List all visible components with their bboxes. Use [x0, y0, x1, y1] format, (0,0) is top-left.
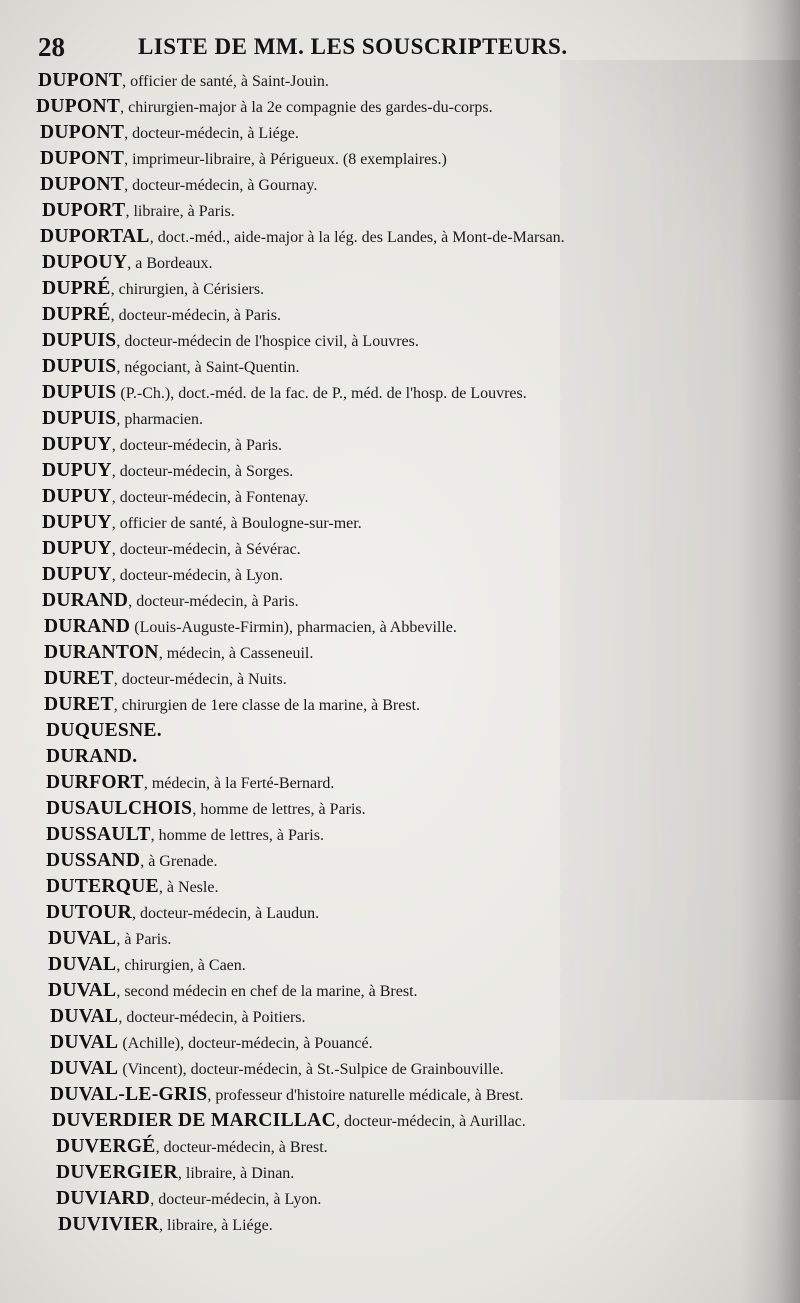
list-item [0, 458, 800, 484]
subscriber-description: , docteur-médecin, à Poitiers. [118, 1009, 306, 1026]
list-item [0, 432, 800, 458]
subscriber-name: DURET [44, 668, 114, 689]
list-item [0, 1082, 800, 1108]
subscriber-name: DURANTON [44, 642, 159, 663]
subscriber-description: (Vincent), docteur-médecin, à St.-Sulpice de Grainbouville. [118, 1061, 504, 1078]
list-item [0, 302, 800, 328]
subscriber-name: DUPUY [42, 460, 112, 481]
list-item [0, 406, 800, 432]
list-item [0, 68, 800, 94]
subscriber-name: DUSSAULT [46, 824, 151, 845]
subscriber-description: (P.-Ch.), doct.-méd. de la fac. de P., méd. de l'hosp. de Louvres. [116, 385, 527, 402]
subscriber-name: DUTOUR [46, 902, 132, 923]
subscriber-description: , négociant, à Saint-Quentin. [116, 359, 300, 376]
subscriber-description: , libraire, à Dinan. [177, 1165, 295, 1182]
subscriber-description: , libraire, à Liége. [159, 1217, 273, 1234]
list-item [0, 94, 800, 120]
subscriber-name: DUVAL-LE-GRIS [50, 1084, 208, 1105]
subscriber-description: , homme de lettres, à Paris. [150, 827, 324, 844]
subscriber-name: DURAND [44, 616, 131, 637]
subscriber-name: DUVERGIER [56, 1162, 178, 1183]
subscriber-description: , docteur-médecin, à Liége. [124, 125, 299, 142]
subscriber-name: DUVAL [48, 980, 117, 1001]
subscriber-name: DUPUIS [42, 408, 117, 429]
list-item [0, 952, 800, 978]
list-item [0, 562, 800, 588]
subscriber-name: DURFORT [46, 772, 144, 793]
list-item [0, 718, 800, 744]
subscriber-name: DUVERGÉ [56, 1136, 156, 1157]
subscriber-description: , a Bordeaux. [127, 255, 213, 272]
list-item [0, 796, 800, 822]
subscriber-name: DUPORT [42, 200, 126, 221]
subscriber-name: DUVERDIER DE MARCILLAC [52, 1110, 336, 1131]
subscriber-description: , officier de santé, à Boulogne-sur-mer. [111, 515, 362, 532]
subscriber-description: , docteur-médecin, à Laudun. [131, 905, 320, 922]
subscriber-description: , docteur-médecin, à Paris. [111, 437, 283, 454]
subscriber-description: , à Grenade. [140, 853, 218, 870]
subscriber-name: DUPOUY [42, 252, 128, 273]
subscriber-description: , docteur-médecin, à Sorges. [111, 463, 294, 480]
list-item [0, 328, 800, 354]
subscriber-name: DUPONT [38, 70, 123, 91]
list-item [0, 276, 800, 302]
page-header [38, 28, 618, 68]
list-item [0, 380, 800, 406]
subscriber-description: , chirurgien de 1ere classe de la marine, à Brest. [113, 697, 421, 714]
subscriber-name: DUPUIS [42, 356, 117, 377]
list-item [0, 1030, 800, 1056]
list-item [0, 224, 800, 250]
list-item [0, 900, 800, 926]
list-item [0, 978, 800, 1004]
subscriber-description: , à Paris. [116, 931, 172, 948]
subscriber-description: , pharmacien. [116, 411, 204, 428]
subscriber-name: DUPONT [40, 174, 125, 195]
list-item [0, 770, 800, 796]
subscriber-description: , médecin, à Casseneuil. [158, 645, 314, 662]
subscriber-list [0, 68, 800, 1278]
subscriber-description: , médecin, à la Ferté-Bernard. [143, 775, 335, 792]
subscriber-name: DUPUY [42, 486, 112, 507]
list-item [0, 614, 800, 640]
subscriber-name: DURAND. [46, 746, 138, 767]
list-item [0, 484, 800, 510]
subscriber-description: , à Nesle. [158, 879, 219, 896]
subscriber-description: , officier de santé, à Saint-Jouin. [122, 73, 329, 90]
list-item [0, 692, 800, 718]
subscriber-description: , second médecin en chef de la marine, à Brest. [116, 983, 418, 1000]
subscriber-name: DUPUY [42, 538, 112, 559]
list-item [0, 848, 800, 874]
subscriber-name: DUPRÉ [42, 278, 111, 299]
list-item [0, 1108, 800, 1134]
list-item [0, 1212, 800, 1238]
subscriber-name: DUVIARD [56, 1188, 151, 1209]
list-item [0, 1186, 800, 1212]
list-item [0, 172, 800, 198]
list-item [0, 640, 800, 666]
subscriber-name: DUQUESNE. [46, 720, 162, 741]
subscriber-description: , docteur-médecin, à Sévérac. [111, 541, 301, 558]
subscriber-description: , docteur-médecin, à Aurillac. [335, 1113, 526, 1130]
subscriber-name: DUVAL [50, 1006, 119, 1027]
subscriber-description: , doct.-méd., aide-major à la lég. des Landes, à Mont-de-Marsan. [149, 229, 565, 246]
subscriber-description: , chirurgien, à Cérisiers. [110, 281, 265, 298]
list-item [0, 1160, 800, 1186]
list-item [0, 666, 800, 692]
page-number: 28 [38, 32, 65, 62]
subscriber-name: DUVAL [50, 1032, 119, 1053]
list-item [0, 1134, 800, 1160]
subscriber-description: , docteur-médecin, à Fontenay. [111, 489, 309, 506]
subscriber-description: , libraire, à Paris. [125, 203, 235, 220]
list-item [0, 120, 800, 146]
subscriber-name: DUSSAND [46, 850, 141, 871]
list-item [0, 588, 800, 614]
subscriber-name: DUVAL [50, 1058, 119, 1079]
subscriber-name: DUPUIS [42, 330, 117, 351]
subscriber-description: , docteur-médecin, à Gournay. [124, 177, 318, 194]
subscriber-name: DUVIVIER [58, 1214, 159, 1235]
list-item [0, 1004, 800, 1030]
subscriber-name: DUSAULCHOIS [46, 798, 193, 819]
subscriber-name: DUTERQUE [46, 876, 159, 897]
list-item [0, 510, 800, 536]
subscriber-description: , docteur-médecin, à Nuits. [113, 671, 287, 688]
subscriber-description: (Louis-Auguste-Firmin), pharmacien, à Abbeville. [130, 619, 457, 636]
subscriber-description: , professeur d'histoire naturelle médicale, à Brest. [207, 1087, 524, 1104]
list-item [0, 354, 800, 380]
list-item [0, 874, 800, 900]
subscriber-name: DUPUY [42, 434, 112, 455]
subscriber-name: DUPONT [40, 122, 125, 143]
subscriber-description: , homme de lettres, à Paris. [192, 801, 366, 818]
subscriber-name: DUPONT [36, 96, 121, 117]
list-item [0, 536, 800, 562]
subscriber-description: , docteur-médecin, à Lyon. [111, 567, 283, 584]
subscriber-description: (Achille), docteur-médecin, à Pouancé. [118, 1035, 373, 1052]
subscriber-description: , chirurgien, à Caen. [116, 957, 246, 974]
subscriber-description: , docteur-médecin, à Brest. [155, 1139, 328, 1156]
subscriber-name: DUPONT [40, 148, 125, 169]
subscriber-name: DUPORTAL [40, 226, 150, 247]
subscriber-description: , docteur-médecin de l'hospice civil, à Louvres. [116, 333, 419, 350]
list-item [0, 1056, 800, 1082]
list-item [0, 926, 800, 952]
subscriber-description: , docteur-médecin, à Paris. [128, 593, 299, 610]
list-item [0, 250, 800, 276]
subscriber-description: , chirurgien-major à la 2e compagnie des gardes-du-corps. [120, 99, 493, 116]
subscriber-name: DURET [44, 694, 114, 715]
subscriber-name: DUVAL [48, 954, 117, 975]
subscriber-description: , docteur-médecin, à Lyon. [150, 1191, 322, 1208]
subscriber-name: DUPUIS [42, 382, 117, 403]
subscriber-name: DUPRÉ [42, 304, 111, 325]
subscriber-name: DUPUY [42, 512, 112, 533]
list-item [0, 744, 800, 770]
subscriber-description: , imprimeur-libraire, à Périgueux. (8 exemplaires.) [124, 151, 447, 168]
running-title: LISTE DE MM. LES SOUSCRIPTEURS. [138, 34, 568, 59]
list-item [0, 198, 800, 224]
subscriber-name: DUVAL [48, 928, 117, 949]
subscriber-name: DUPUY [42, 564, 112, 585]
subscriber-description: , docteur-médecin, à Paris. [110, 307, 281, 324]
list-item [0, 146, 800, 172]
subscriber-name: DURAND [42, 590, 129, 611]
list-item [0, 822, 800, 848]
